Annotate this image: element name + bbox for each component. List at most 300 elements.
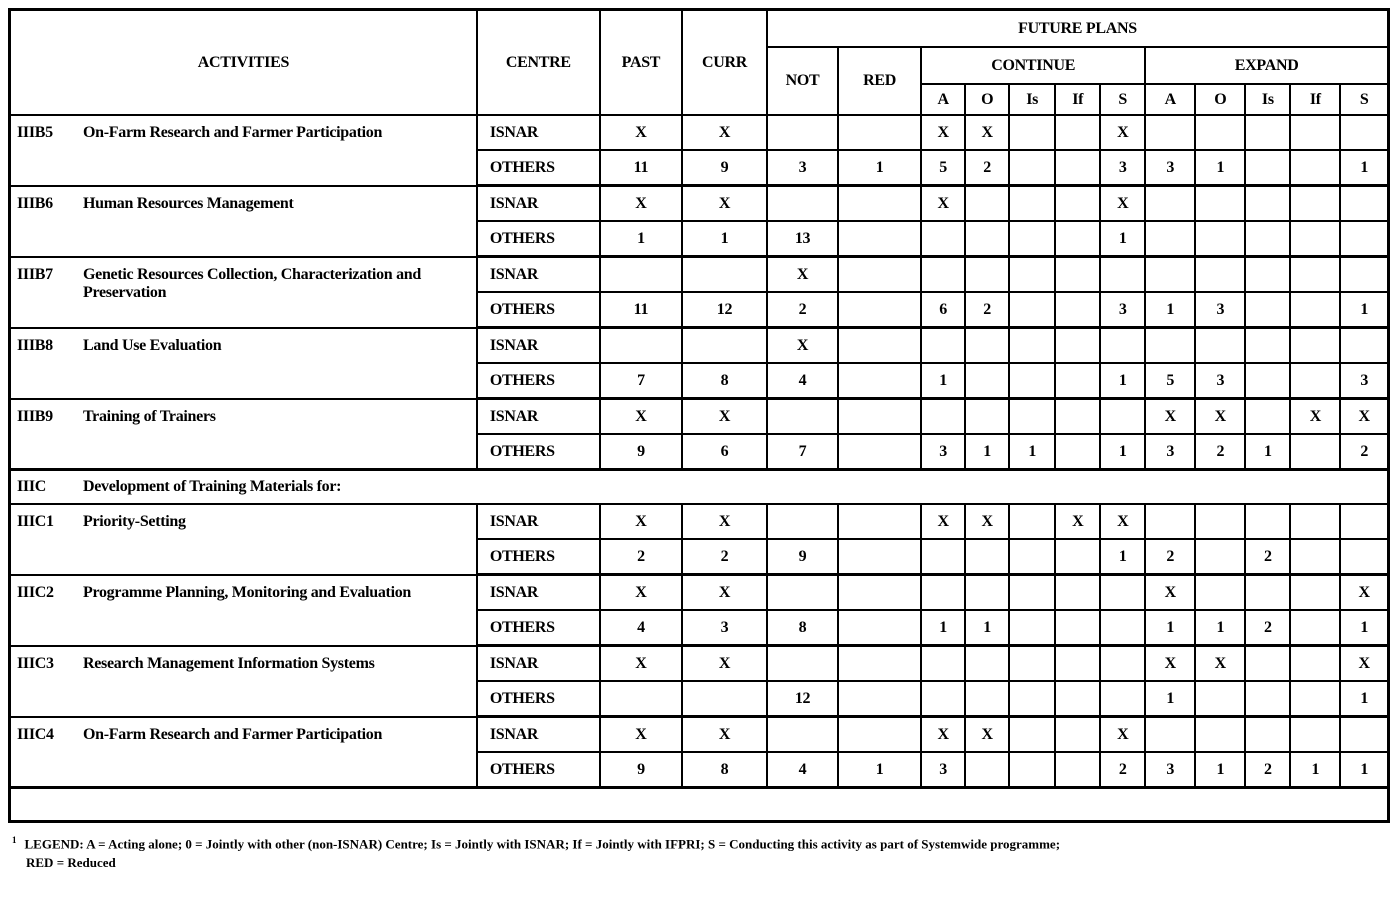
cell-curr: 6: [682, 434, 767, 470]
cell-continue-is: [1009, 539, 1055, 575]
table-row: [10, 115, 1389, 150]
cell-continue-o: X: [965, 115, 1009, 150]
activity-cell: [10, 257, 477, 328]
cell-expand-s: 1: [1340, 150, 1388, 186]
cell-expand-o: [1195, 221, 1245, 257]
cell-continue-s: 1: [1100, 221, 1145, 257]
centre-cell: OTHERS: [477, 150, 600, 186]
activity-title: Human Resources Management: [83, 194, 294, 212]
cell-past: X: [600, 115, 682, 150]
table-row: [10, 646, 1389, 682]
cell-continue-if: [1055, 575, 1100, 611]
cell-continue-is: [1009, 328, 1055, 364]
header-expand-s: S: [1340, 84, 1388, 115]
cell-curr: 1: [682, 221, 767, 257]
header-expand-if: If: [1290, 84, 1340, 115]
activity-cell: [10, 399, 477, 470]
cell-continue-a: 6: [921, 292, 965, 328]
cell-red: [838, 434, 921, 470]
cell-continue-s: [1100, 399, 1145, 435]
cell-continue-is: [1009, 221, 1055, 257]
blank-cell: [10, 788, 1389, 822]
cell-continue-is: [1009, 646, 1055, 682]
cell-past: 9: [600, 434, 682, 470]
cell-expand-if: [1290, 681, 1340, 717]
cell-expand-is: [1245, 575, 1290, 611]
cell-past: X: [600, 646, 682, 682]
cell-continue-if: [1055, 115, 1100, 150]
cell-not: [767, 575, 838, 611]
table-row: [10, 257, 1389, 293]
cell-expand-o: [1195, 186, 1245, 222]
cell-expand-if: [1290, 539, 1340, 575]
cell-continue-s: [1100, 646, 1145, 682]
cell-expand-a: [1145, 257, 1195, 293]
cell-past: [600, 681, 682, 717]
activity-cell: [10, 115, 477, 186]
activity-content: [11, 408, 476, 426]
cell-expand-s: 1: [1340, 292, 1388, 328]
cell-red: [838, 328, 921, 364]
activity-code: IIIB8: [17, 336, 53, 354]
centre-cell: ISNAR: [477, 646, 600, 682]
cell-expand-if: X: [1290, 399, 1340, 435]
cell-expand-is: [1245, 399, 1290, 435]
cell-expand-is: [1245, 292, 1290, 328]
cell-expand-a: X: [1145, 646, 1195, 682]
cell-expand-a: [1145, 221, 1195, 257]
centre-cell: ISNAR: [477, 257, 600, 293]
cell-red: 1: [838, 150, 921, 186]
activity-code: IIIB5: [17, 124, 53, 141]
legend-line-2: RED = Reduced: [26, 855, 116, 871]
cell-not: X: [767, 257, 838, 293]
centre-cell: ISNAR: [477, 328, 600, 364]
cell-expand-o: [1195, 257, 1245, 293]
cell-continue-a: [921, 221, 965, 257]
cell-continue-a: [921, 646, 965, 682]
cell-expand-o: 2: [1195, 434, 1245, 470]
cell-expand-s: [1340, 717, 1388, 753]
cell-curr: X: [682, 115, 767, 150]
activity-cell: [10, 717, 477, 788]
activity-content: [11, 726, 476, 744]
cell-curr: 12: [682, 292, 767, 328]
cell-expand-a: [1145, 504, 1195, 539]
cell-past: [600, 257, 682, 293]
centre-cell: OTHERS: [477, 539, 600, 575]
table-row: [10, 399, 1389, 435]
cell-continue-a: X: [921, 717, 965, 753]
cell-not: 9: [767, 539, 838, 575]
cell-expand-is: [1245, 221, 1290, 257]
cell-expand-o: [1195, 328, 1245, 364]
activity-title: Training of Trainers: [83, 407, 216, 425]
cell-continue-s: 1: [1100, 363, 1145, 399]
activity-content: [11, 124, 476, 142]
cell-not: [767, 717, 838, 753]
cell-not: X: [767, 328, 838, 364]
cell-continue-o: [965, 681, 1009, 717]
cell-past: X: [600, 399, 682, 435]
cell-continue-a: 5: [921, 150, 965, 186]
cell-expand-s: [1340, 257, 1388, 293]
activity-title: On-Farm Research and Farmer Participation: [83, 124, 383, 141]
header-continue-if: If: [1055, 84, 1100, 115]
cell-expand-o: [1195, 681, 1245, 717]
centre-cell: OTHERS: [477, 221, 600, 257]
cell-expand-a: X: [1145, 575, 1195, 611]
cell-expand-a: 3: [1145, 150, 1195, 186]
cell-continue-s: [1100, 575, 1145, 611]
cell-continue-o: [965, 399, 1009, 435]
cell-expand-if: [1290, 646, 1340, 682]
cell-curr: [682, 681, 767, 717]
centre-cell: OTHERS: [477, 610, 600, 646]
cell-expand-is: [1245, 186, 1290, 222]
cell-expand-s: [1340, 221, 1388, 257]
section-heading: [10, 470, 1389, 505]
cell-expand-a: 5: [1145, 363, 1195, 399]
activity-code: IIIC3: [17, 654, 54, 672]
cell-red: [838, 257, 921, 293]
cell-curr: X: [682, 504, 767, 539]
cell-continue-o: [965, 752, 1009, 788]
cell-expand-if: [1290, 717, 1340, 753]
cell-continue-o: [965, 646, 1009, 682]
cell-past: X: [600, 717, 682, 753]
legend-line-1: LEGEND: A = Acting alone; 0 = Jointly with other (non-ISNAR) Centre; Is = Jointly with ISNAR; If = Jointly with IFPRI; S = Conducting this activity as part of Systemwide programme;: [24, 836, 1061, 852]
cell-past: 9: [600, 752, 682, 788]
cell-past: [600, 328, 682, 364]
cell-past: 11: [600, 292, 682, 328]
cell-continue-o: [965, 328, 1009, 364]
header-expand-o: O: [1195, 84, 1245, 115]
cell-past: X: [600, 186, 682, 222]
cell-continue-is: [1009, 752, 1055, 788]
cell-expand-s: 1: [1340, 610, 1388, 646]
activity-code: IIIC2: [17, 583, 54, 601]
cell-past: 1: [600, 221, 682, 257]
cell-continue-a: 3: [921, 434, 965, 470]
cell-expand-a: X: [1145, 399, 1195, 435]
centre-cell: OTHERS: [477, 434, 600, 470]
cell-continue-o: 2: [965, 150, 1009, 186]
cell-expand-s: 1: [1340, 752, 1388, 788]
cell-red: [838, 575, 921, 611]
cell-expand-if: [1290, 363, 1340, 399]
cell-expand-a: [1145, 115, 1195, 150]
cell-expand-s: X: [1340, 399, 1388, 435]
cell-continue-o: [965, 539, 1009, 575]
cell-not: [767, 186, 838, 222]
cell-red: [838, 681, 921, 717]
activity-code: IIIB7: [17, 265, 53, 283]
cell-expand-o: [1195, 504, 1245, 539]
cell-continue-s: X: [1100, 717, 1145, 753]
cell-red: [838, 610, 921, 646]
cell-curr: X: [682, 646, 767, 682]
centre-cell: ISNAR: [477, 399, 600, 435]
table-row: [10, 575, 1389, 611]
cell-past: 11: [600, 150, 682, 186]
blank-row: [10, 788, 1389, 822]
cell-expand-o: X: [1195, 399, 1245, 435]
cell-continue-o: [965, 221, 1009, 257]
cell-expand-if: [1290, 504, 1340, 539]
cell-expand-a: 2: [1145, 539, 1195, 575]
activity-cell: [10, 646, 477, 717]
activity-cell: [10, 186, 477, 257]
centre-cell: ISNAR: [477, 717, 600, 753]
cell-red: [838, 504, 921, 539]
cell-not: 3: [767, 150, 838, 186]
activity-title: Programme Planning, Monitoring and Evaluation: [83, 583, 412, 601]
cell-continue-o: [965, 363, 1009, 399]
cell-expand-o: [1195, 115, 1245, 150]
cell-continue-s: 1: [1100, 434, 1145, 470]
cell-continue-o: [965, 257, 1009, 293]
cell-past: 4: [600, 610, 682, 646]
cell-continue-if: [1055, 752, 1100, 788]
header-expand-a: A: [1145, 84, 1195, 115]
cell-not: 4: [767, 752, 838, 788]
activity-content: [11, 655, 476, 673]
cell-not: 8: [767, 610, 838, 646]
cell-expand-if: [1290, 575, 1340, 611]
cell-expand-o: 1: [1195, 610, 1245, 646]
cell-continue-a: [921, 257, 965, 293]
cell-continue-is: [1009, 150, 1055, 186]
cell-expand-is: [1245, 328, 1290, 364]
centre-cell: ISNAR: [477, 115, 600, 150]
cell-not: [767, 504, 838, 539]
cell-red: [838, 186, 921, 222]
cell-continue-if: [1055, 681, 1100, 717]
cell-expand-if: [1290, 257, 1340, 293]
cell-not: 2: [767, 292, 838, 328]
cell-continue-o: 2: [965, 292, 1009, 328]
cell-expand-is: [1245, 115, 1290, 150]
activity-title: Land Use Evaluation: [83, 336, 222, 354]
cell-continue-o: X: [965, 717, 1009, 753]
cell-expand-s: 1: [1340, 681, 1388, 717]
cell-expand-if: [1290, 221, 1340, 257]
cell-expand-a: 1: [1145, 292, 1195, 328]
cell-curr: [682, 257, 767, 293]
activity-code: IIIB9: [17, 407, 53, 425]
cell-continue-s: 2: [1100, 752, 1145, 788]
cell-continue-is: [1009, 363, 1055, 399]
cell-past: 7: [600, 363, 682, 399]
activity-title: Development of Training Materials for:: [83, 478, 342, 495]
activity-cell: [10, 328, 477, 399]
header-future-plans: FUTURE PLANS: [767, 10, 1389, 48]
header-continue-o: O: [965, 84, 1009, 115]
cell-expand-s: X: [1340, 646, 1388, 682]
cell-expand-is: 2: [1245, 539, 1290, 575]
cell-continue-is: [1009, 257, 1055, 293]
cell-past: X: [600, 504, 682, 539]
cell-continue-o: [965, 575, 1009, 611]
cell-expand-is: [1245, 646, 1290, 682]
activity-content: [11, 266, 476, 302]
cell-continue-a: [921, 575, 965, 611]
cell-expand-if: 1: [1290, 752, 1340, 788]
cell-continue-if: [1055, 257, 1100, 293]
cell-expand-s: 3: [1340, 363, 1388, 399]
cell-expand-is: [1245, 717, 1290, 753]
cell-expand-o: 1: [1195, 752, 1245, 788]
cell-expand-a: 1: [1145, 681, 1195, 717]
cell-red: 1: [838, 752, 921, 788]
cell-continue-if: [1055, 221, 1100, 257]
cell-continue-a: 1: [921, 610, 965, 646]
cell-not: [767, 115, 838, 150]
cell-expand-if: [1290, 328, 1340, 364]
table-body: [10, 115, 1389, 822]
cell-continue-is: [1009, 504, 1055, 539]
cell-continue-s: X: [1100, 504, 1145, 539]
table-row: [10, 717, 1389, 753]
cell-curr: X: [682, 186, 767, 222]
header-centre: CENTRE: [477, 10, 600, 116]
cell-red: [838, 363, 921, 399]
cell-curr: [682, 328, 767, 364]
cell-not: 12: [767, 681, 838, 717]
activity-content: [11, 337, 476, 355]
cell-red: [838, 539, 921, 575]
cell-past: X: [600, 575, 682, 611]
cell-expand-is: [1245, 150, 1290, 186]
centre-cell: ISNAR: [477, 186, 600, 222]
cell-continue-is: [1009, 717, 1055, 753]
cell-continue-s: [1100, 681, 1145, 717]
cell-continue-s: [1100, 328, 1145, 364]
cell-continue-is: [1009, 681, 1055, 717]
cell-continue-if: [1055, 610, 1100, 646]
cell-continue-if: [1055, 646, 1100, 682]
table-header: [10, 10, 1389, 116]
cell-expand-if: [1290, 186, 1340, 222]
header-continue-s: S: [1100, 84, 1145, 115]
activity-cell: [10, 504, 477, 575]
cell-not: [767, 646, 838, 682]
cell-continue-is: [1009, 186, 1055, 222]
centre-cell: OTHERS: [477, 752, 600, 788]
cell-not: [767, 399, 838, 435]
cell-past: 2: [600, 539, 682, 575]
cell-continue-is: [1009, 292, 1055, 328]
cell-expand-o: [1195, 539, 1245, 575]
cell-curr: X: [682, 575, 767, 611]
header-continue-is: Is: [1009, 84, 1055, 115]
activity-content: [11, 195, 476, 213]
cell-curr: 3: [682, 610, 767, 646]
cell-continue-s: 3: [1100, 150, 1145, 186]
cell-continue-o: X: [965, 504, 1009, 539]
cell-expand-s: 2: [1340, 434, 1388, 470]
cell-continue-s: [1100, 610, 1145, 646]
legend-first-line: [12, 831, 1400, 853]
activity-code: IIIC: [17, 478, 47, 495]
cell-expand-a: [1145, 717, 1195, 753]
header-red: RED: [838, 47, 921, 115]
cell-expand-o: 3: [1195, 363, 1245, 399]
cell-expand-is: [1245, 363, 1290, 399]
centre-cell: OTHERS: [477, 292, 600, 328]
cell-continue-s: 1: [1100, 539, 1145, 575]
cell-expand-s: [1340, 186, 1388, 222]
cell-continue-if: [1055, 328, 1100, 364]
cell-continue-a: X: [921, 504, 965, 539]
activity-title: Research Management Information Systems: [83, 654, 375, 672]
cell-red: [838, 646, 921, 682]
cell-expand-a: 3: [1145, 752, 1195, 788]
table-row: [10, 186, 1389, 222]
cell-continue-a: X: [921, 115, 965, 150]
table-row: [10, 504, 1389, 539]
cell-curr: X: [682, 717, 767, 753]
activities-table: [8, 8, 1390, 823]
cell-expand-o: 1: [1195, 150, 1245, 186]
cell-red: [838, 717, 921, 753]
cell-continue-a: [921, 681, 965, 717]
cell-expand-a: 3: [1145, 434, 1195, 470]
cell-red: [838, 115, 921, 150]
cell-curr: 9: [682, 150, 767, 186]
cell-expand-s: X: [1340, 575, 1388, 611]
activity-code: IIIC4: [17, 725, 54, 743]
cell-expand-s: [1340, 328, 1388, 364]
header-expand-is: Is: [1245, 84, 1290, 115]
activity-title: Priority-Setting: [83, 513, 186, 530]
cell-continue-if: [1055, 150, 1100, 186]
cell-curr: 2: [682, 539, 767, 575]
centre-cell: OTHERS: [477, 363, 600, 399]
cell-expand-if: [1290, 292, 1340, 328]
cell-continue-if: [1055, 363, 1100, 399]
header-expand: EXPAND: [1145, 47, 1388, 84]
cell-expand-o: [1195, 717, 1245, 753]
section-heading-content: [11, 478, 1387, 496]
cell-continue-if: [1055, 434, 1100, 470]
cell-continue-a: [921, 539, 965, 575]
legend: [12, 831, 1400, 872]
cell-continue-a: [921, 399, 965, 435]
centre-cell: ISNAR: [477, 575, 600, 611]
cell-expand-if: [1290, 115, 1340, 150]
section-row: [10, 470, 1389, 505]
centre-cell: ISNAR: [477, 504, 600, 539]
cell-continue-is: 1: [1009, 434, 1055, 470]
cell-continue-if: [1055, 539, 1100, 575]
cell-continue-a: 3: [921, 752, 965, 788]
cell-continue-o: 1: [965, 434, 1009, 470]
cell-expand-o: X: [1195, 646, 1245, 682]
header-curr: CURR: [682, 10, 767, 116]
header-activities: ACTIVITIES: [10, 10, 477, 116]
cell-expand-is: [1245, 257, 1290, 293]
centre-cell: OTHERS: [477, 681, 600, 717]
cell-expand-a: 1: [1145, 610, 1195, 646]
activity-title: On-Farm Research and Farmer Participation: [83, 725, 383, 743]
cell-continue-s: X: [1100, 186, 1145, 222]
cell-continue-is: [1009, 399, 1055, 435]
cell-curr: 8: [682, 363, 767, 399]
cell-continue-o: [965, 186, 1009, 222]
cell-curr: X: [682, 399, 767, 435]
